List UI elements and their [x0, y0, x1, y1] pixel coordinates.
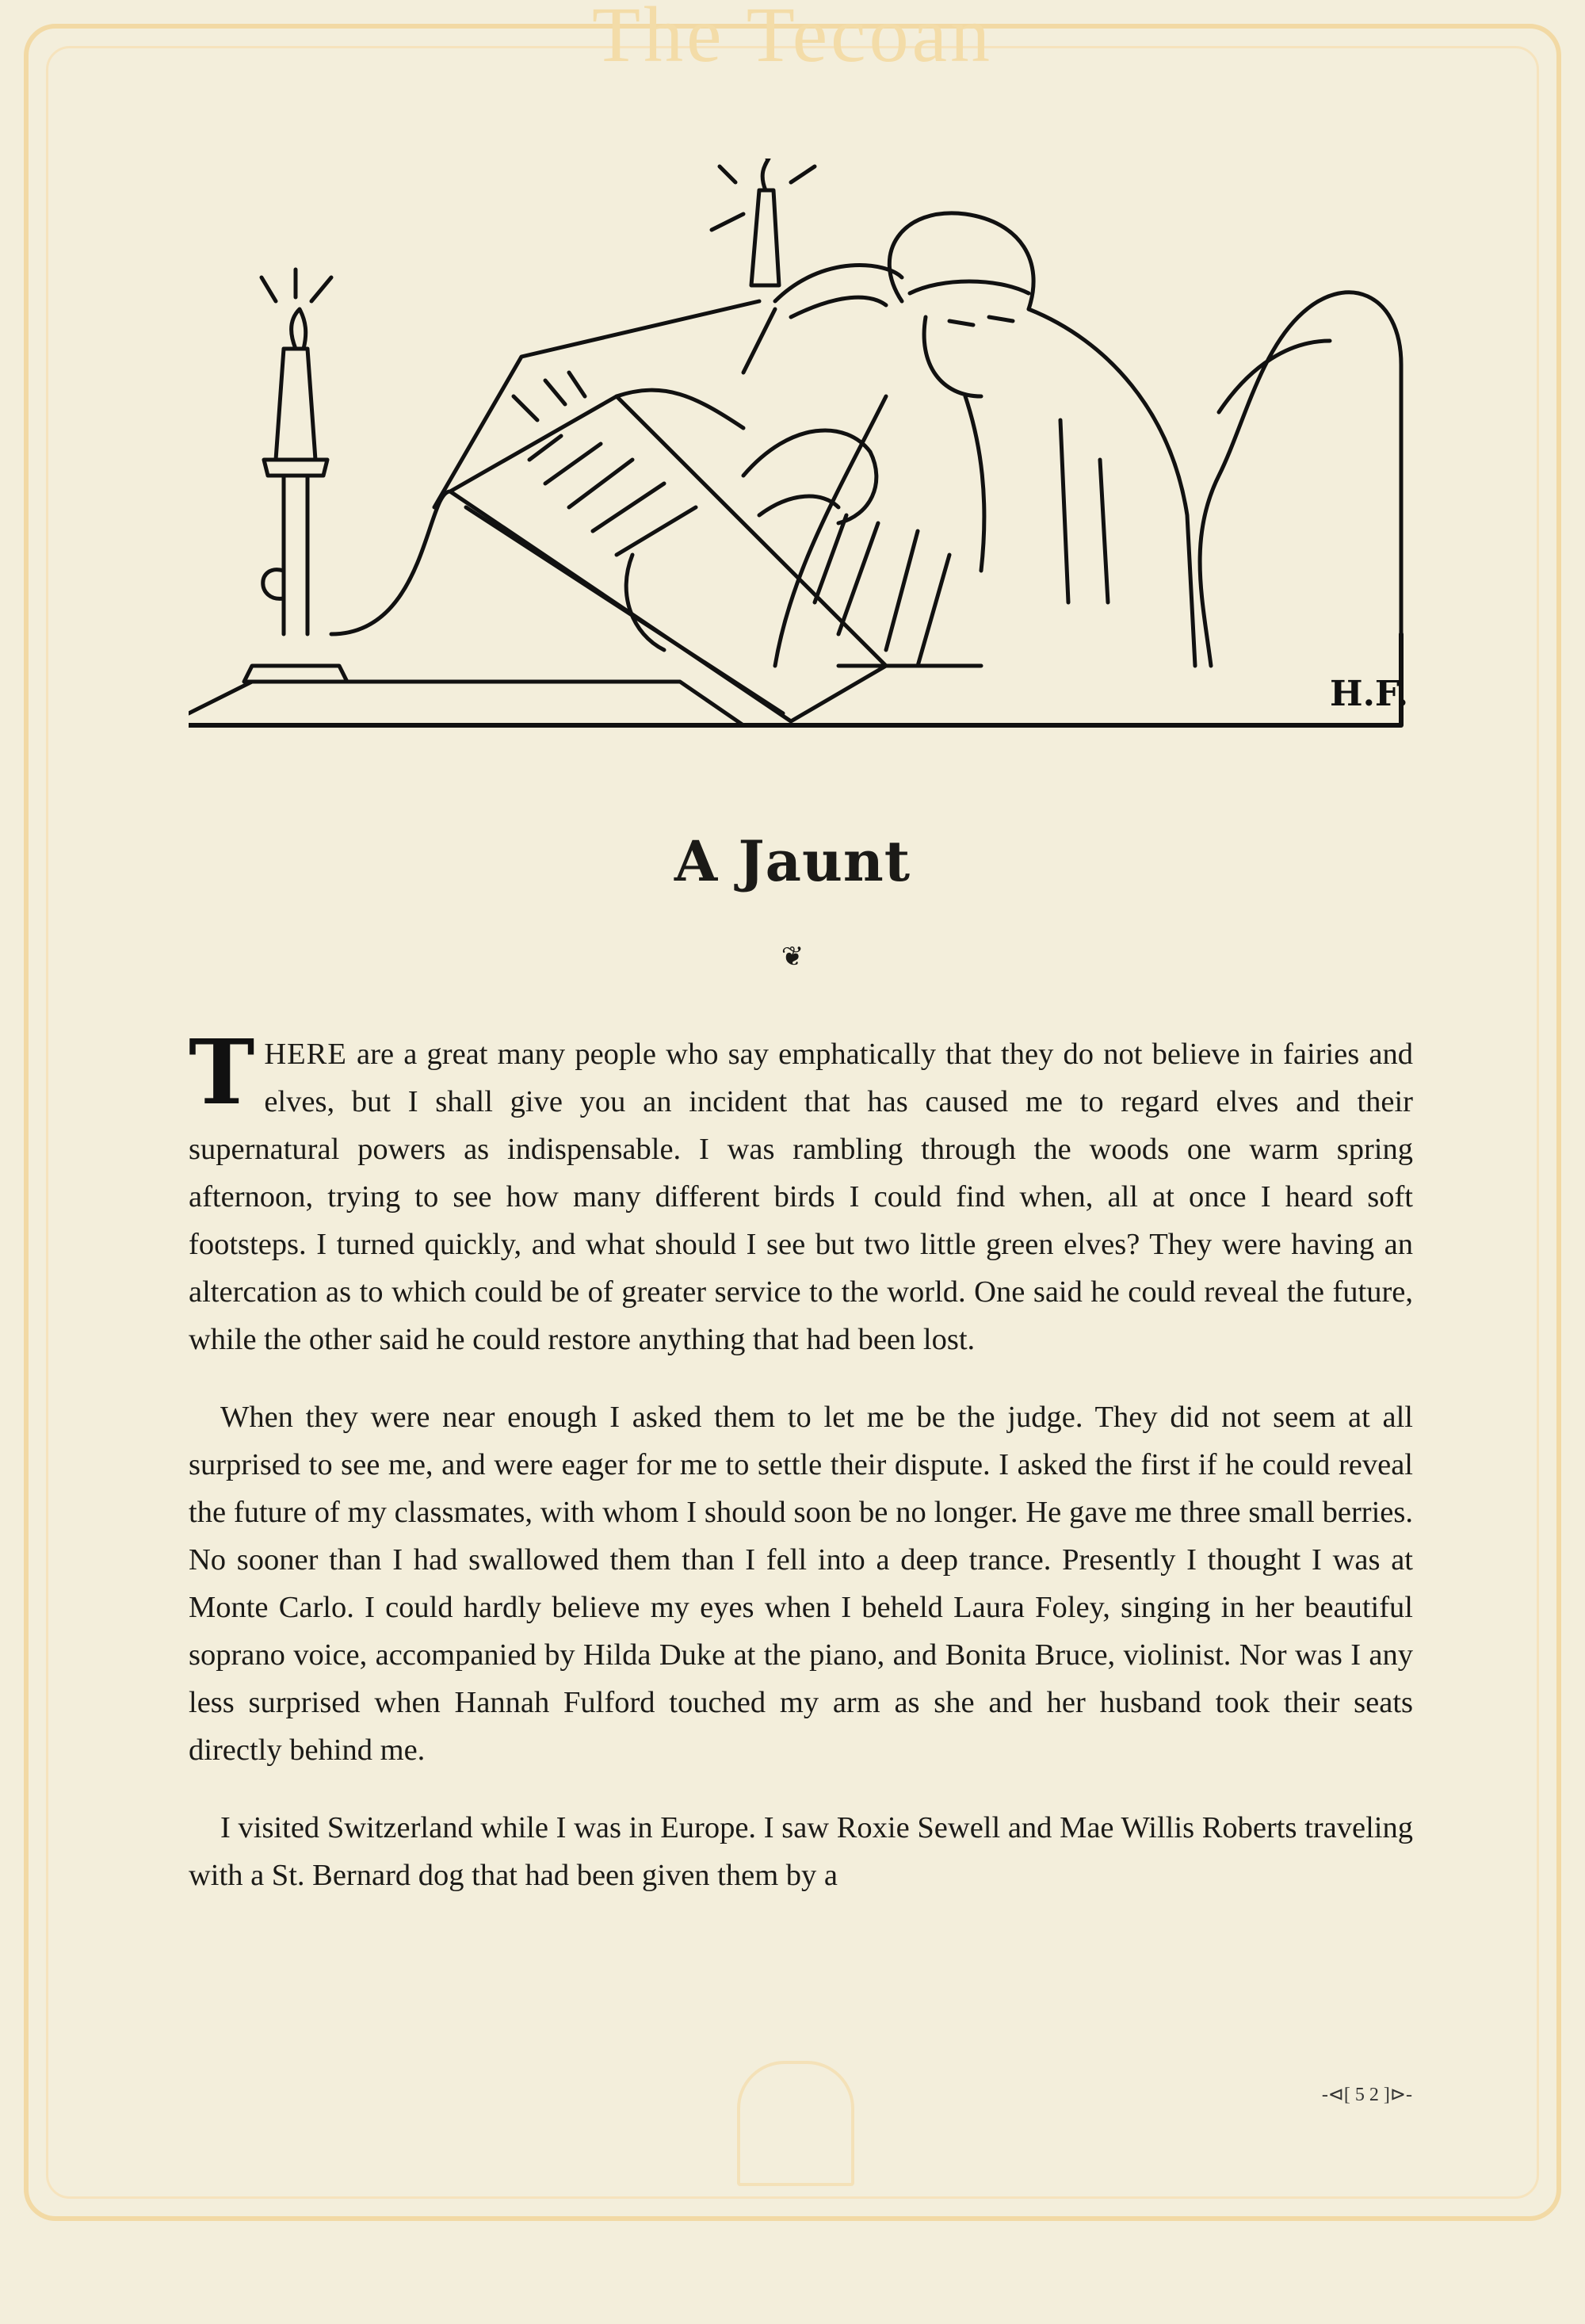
monk-writing-illustration: [189, 159, 1409, 729]
first-word: HERE: [264, 1038, 347, 1071]
artist-monogram: H.F.: [1330, 674, 1409, 714]
paragraph-2: When they were near enough I asked them to let me be the judge. They did not seem at all surprised to see me, and were eager for me to settle their dispute. I asked the first if he could reveal the future of my classmates, with whom I should soon be no longer. He gave me three small berries. No sooner than I had swallowed them than I fell into a deep trance. Presently I thought I was at Monte Carlo. I could hardly believe my eyes when I beheld Laura Foley, singing in her beautiful soprano voice, accompanied by Hilda Duke at the piano, and Bonita Bruce, violinist. Nor was I any less surprised when Hannah Fulford touched my arm as she and her husband took their seats directly behind me.: [189, 1401, 1413, 1767]
bottom-watermark-emblem: [737, 2061, 854, 2186]
article-body: [189, 1021, 1413, 1929]
header-watermark: The Tecoan: [592, 0, 993, 78]
ornament-icon: ❦: [781, 941, 804, 973]
paragraph-1-text: are a great many people who say emphatically that they do not believe in fairies and elves, but I shall give you an incident that has caused me to regard elves and their supernatural powers as indispensable. I was rambling through the woods one warm spring afternoon, trying to see how many different birds I could find when, all at once I heard soft footsteps. I turned quickly, and what should I see but two little green elves? They were having an altercation as to which could be of greater service to the world. One said he could reveal the future, while the other said he could restore anything that had been lost.: [189, 1038, 1413, 1356]
drop-cap: T: [189, 1021, 255, 1125]
paragraph-3: I visited Switzerland while I was in Europe. I saw Roxie Sewell and Mae Willis Roberts traveling with a St. Bernard dog that had been given them by a: [189, 1811, 1413, 1892]
paragraph-1: [189, 1021, 1413, 1363]
page-number: -⊲[ 5 2 ]⊳-: [1321, 2085, 1412, 2105]
page-title: A Jaunt: [674, 828, 911, 894]
